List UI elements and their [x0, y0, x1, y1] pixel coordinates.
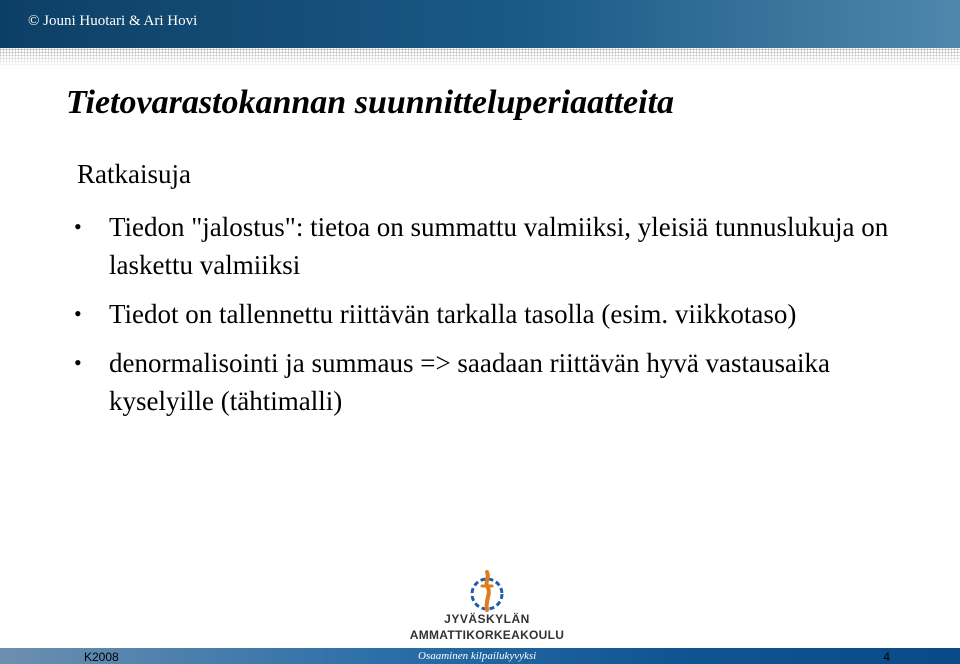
bullet-item: [70, 208, 930, 284]
bullet-list: [70, 208, 930, 431]
bullet-dot-icon: •: [74, 214, 82, 239]
dotted-band: [0, 48, 960, 68]
bullet-text: Tiedot on tallennettu riittävän tarkalla tasolla (esim. viikkotaso): [109, 299, 797, 329]
slide-subtitle: Ratkaisuja: [77, 159, 191, 189]
logo-text-line2: AMMATTIKORKEAKOULU: [409, 628, 565, 642]
bullet-text: denormalisointi ja summaus => saadaan riittävän hyvä vastausaika kyselyille (tähtimalli): [109, 348, 831, 416]
bullet-dot-icon: •: [74, 301, 82, 326]
copyright-text: © Jouni Huotari & Ari Hovi: [28, 13, 198, 29]
footer-course-code: K2008: [84, 650, 119, 664]
bullet-text: Tiedon "jalostus": tietoa on summattu valmiiksi, yleisiä tunnuslukuja on laskettu valmiiksi: [109, 212, 889, 280]
slide-title: Tietovarastokannan suunnitteluperiaatteita: [66, 84, 675, 121]
bullet-item: [70, 295, 930, 333]
bullet-dot-icon: •: [74, 350, 82, 375]
header-bar: [0, 0, 960, 48]
logo-emblem-icon: [402, 568, 572, 614]
jamk-logo: [402, 568, 572, 648]
logo-text-line1: JYVÄSKYLÄN: [444, 612, 530, 626]
footer-tagline: Osaaminen kilpailukyvyksi: [418, 650, 537, 662]
bullet-item: [70, 344, 930, 420]
page-number: 4: [883, 650, 890, 664]
